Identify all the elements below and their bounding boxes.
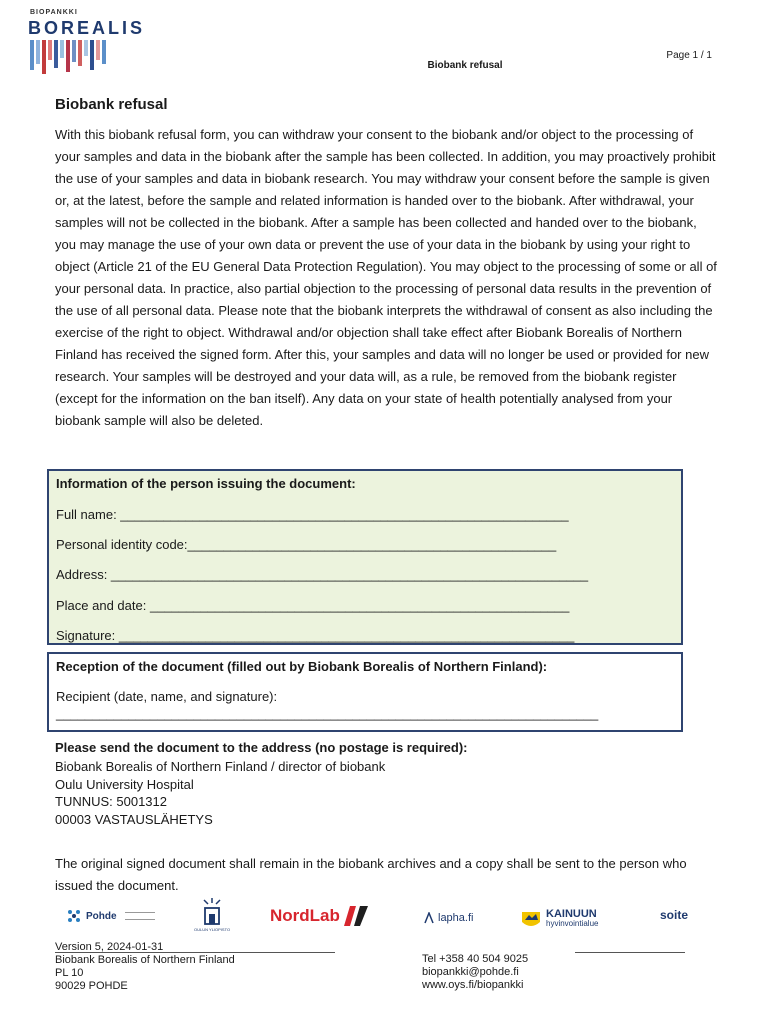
header-title: Biobank refusal: [427, 60, 503, 71]
lapha-text: lapha.fi: [438, 912, 474, 924]
document-title: Biobank refusal: [55, 96, 168, 113]
footer-phone: Tel +358 40 504 9025: [422, 953, 529, 965]
kainuun-subtext: hyvinvointialue: [546, 919, 599, 928]
full-name-field[interactable]: Full name: ______________________________________________________________: [56, 507, 569, 522]
kainuun-logo: [520, 908, 598, 930]
recipient-field[interactable]: ___________________________________________________________________________: [56, 706, 599, 721]
pohde-logo: [66, 908, 155, 924]
recipient-label: Recipient (date, name, and signature):: [56, 689, 278, 704]
address-line: 00003 VASTAUSLÄHETYS: [55, 811, 213, 827]
personal-id-field[interactable]: Personal identity code:___________________________________________________: [56, 537, 557, 552]
soite-text: soite: [660, 908, 689, 922]
place-date-field[interactable]: Place and date: __________________________________________________________: [56, 598, 570, 613]
mailing-address: [55, 758, 385, 828]
logo-small-text: BIOPANKKI: [30, 9, 78, 16]
soite-logo: [660, 908, 688, 922]
closing-paragraph: The original signed document shall remain in the biobank archives and a copy shall be sent to the person who issued the document.: [55, 856, 687, 893]
partner-logos: [60, 898, 700, 938]
nordlab-text: NordLab: [270, 906, 340, 925]
kainuun-icon: [520, 908, 542, 930]
footer-divider-right: [575, 952, 685, 953]
address-field[interactable]: Address: __________________________________________________________________: [56, 567, 589, 582]
intro-paragraph: With this biobank refusal form, you can withdraw your consent to the biobank and/or object to the processing of your samples and data in the biobank after the sample has been collected. In addition, you may proactively prohibit the use of your samples and data in biobank research. You may withdraw your consent before the sample is given or, at the latest, before the sample and related information is handed over to the biobank. After withdrawal, your samples will not be collected in the biobank. After a sample has been collected and handed over to the biobank, you may manage the use of your own data or prevent the use of your data in the biobank by using your right to object (Article 21 of the EU General Data Protection Regulation). You may object to the processing of some or all of your personal data. In practice, also partial objection to the processing of personal data results in the prevention of the use of all personal data. Please note that the biobank interprets the withdrawal of consent as also including the exercise of the right to object. Withdrawal and/or objection shall take effect after Biobank Borealis of Northern Finland has received the signed form. After this, your samples and data will no longer be used or provided for new research. Your samples will be destroyed and your data will, as a rule, be removed from the biobank register (except for the information on the ban itself). Any data on your state of health potentially analysed from your biobank sample will also be deleted.: [55, 127, 717, 428]
reception-heading: Reception of the document (filled out by Biobank Borealis of Northern Finland):: [56, 659, 548, 674]
pohde-icon: [66, 908, 82, 924]
address-line: Oulu University Hospital: [55, 776, 194, 792]
footer-email[interactable]: biopankki@pohde.fi: [422, 966, 519, 978]
pohde-text: Pohde: [86, 910, 117, 922]
reception-box: [47, 652, 683, 732]
signature-field[interactable]: Signature: _______________________________________________________________: [56, 628, 575, 643]
lapha-icon: [424, 912, 434, 924]
nordlab-logo: [270, 906, 368, 926]
page-number: Page 1 / 1: [666, 50, 712, 61]
footer-org: Biobank Borealis of Northern Finland: [55, 954, 235, 966]
oulun-yliopisto-logo: [194, 898, 230, 932]
footer-version: Version 5, 2024-01-31: [55, 941, 164, 953]
university-tower-icon: [200, 898, 224, 926]
nordlab-mark-icon: [344, 906, 368, 926]
address-line: Biobank Borealis of Northern Finland / director of biobank: [55, 759, 386, 774]
person-info-heading: Information of the person issuing the document:: [56, 476, 356, 491]
footer-postcode: 90029 POHDE: [55, 980, 128, 992]
oulun-text: OULUN YLIOPISTO: [194, 927, 231, 932]
send-heading: Please send the document to the address (no postage is required):: [55, 740, 468, 755]
logo-text: BOREALIS: [28, 18, 146, 38]
footer-left: [55, 941, 235, 993]
footer-website[interactable]: www.oys.fi/biopankki: [422, 979, 524, 991]
footer-po-box: PL 10: [55, 967, 84, 979]
lapha-logo: [424, 912, 473, 924]
footer-right: [422, 953, 528, 992]
person-info-box: [47, 469, 683, 645]
address-line: TUNNUS: 5001312: [55, 794, 167, 809]
kainuun-text: KAINUUN: [546, 908, 597, 920]
